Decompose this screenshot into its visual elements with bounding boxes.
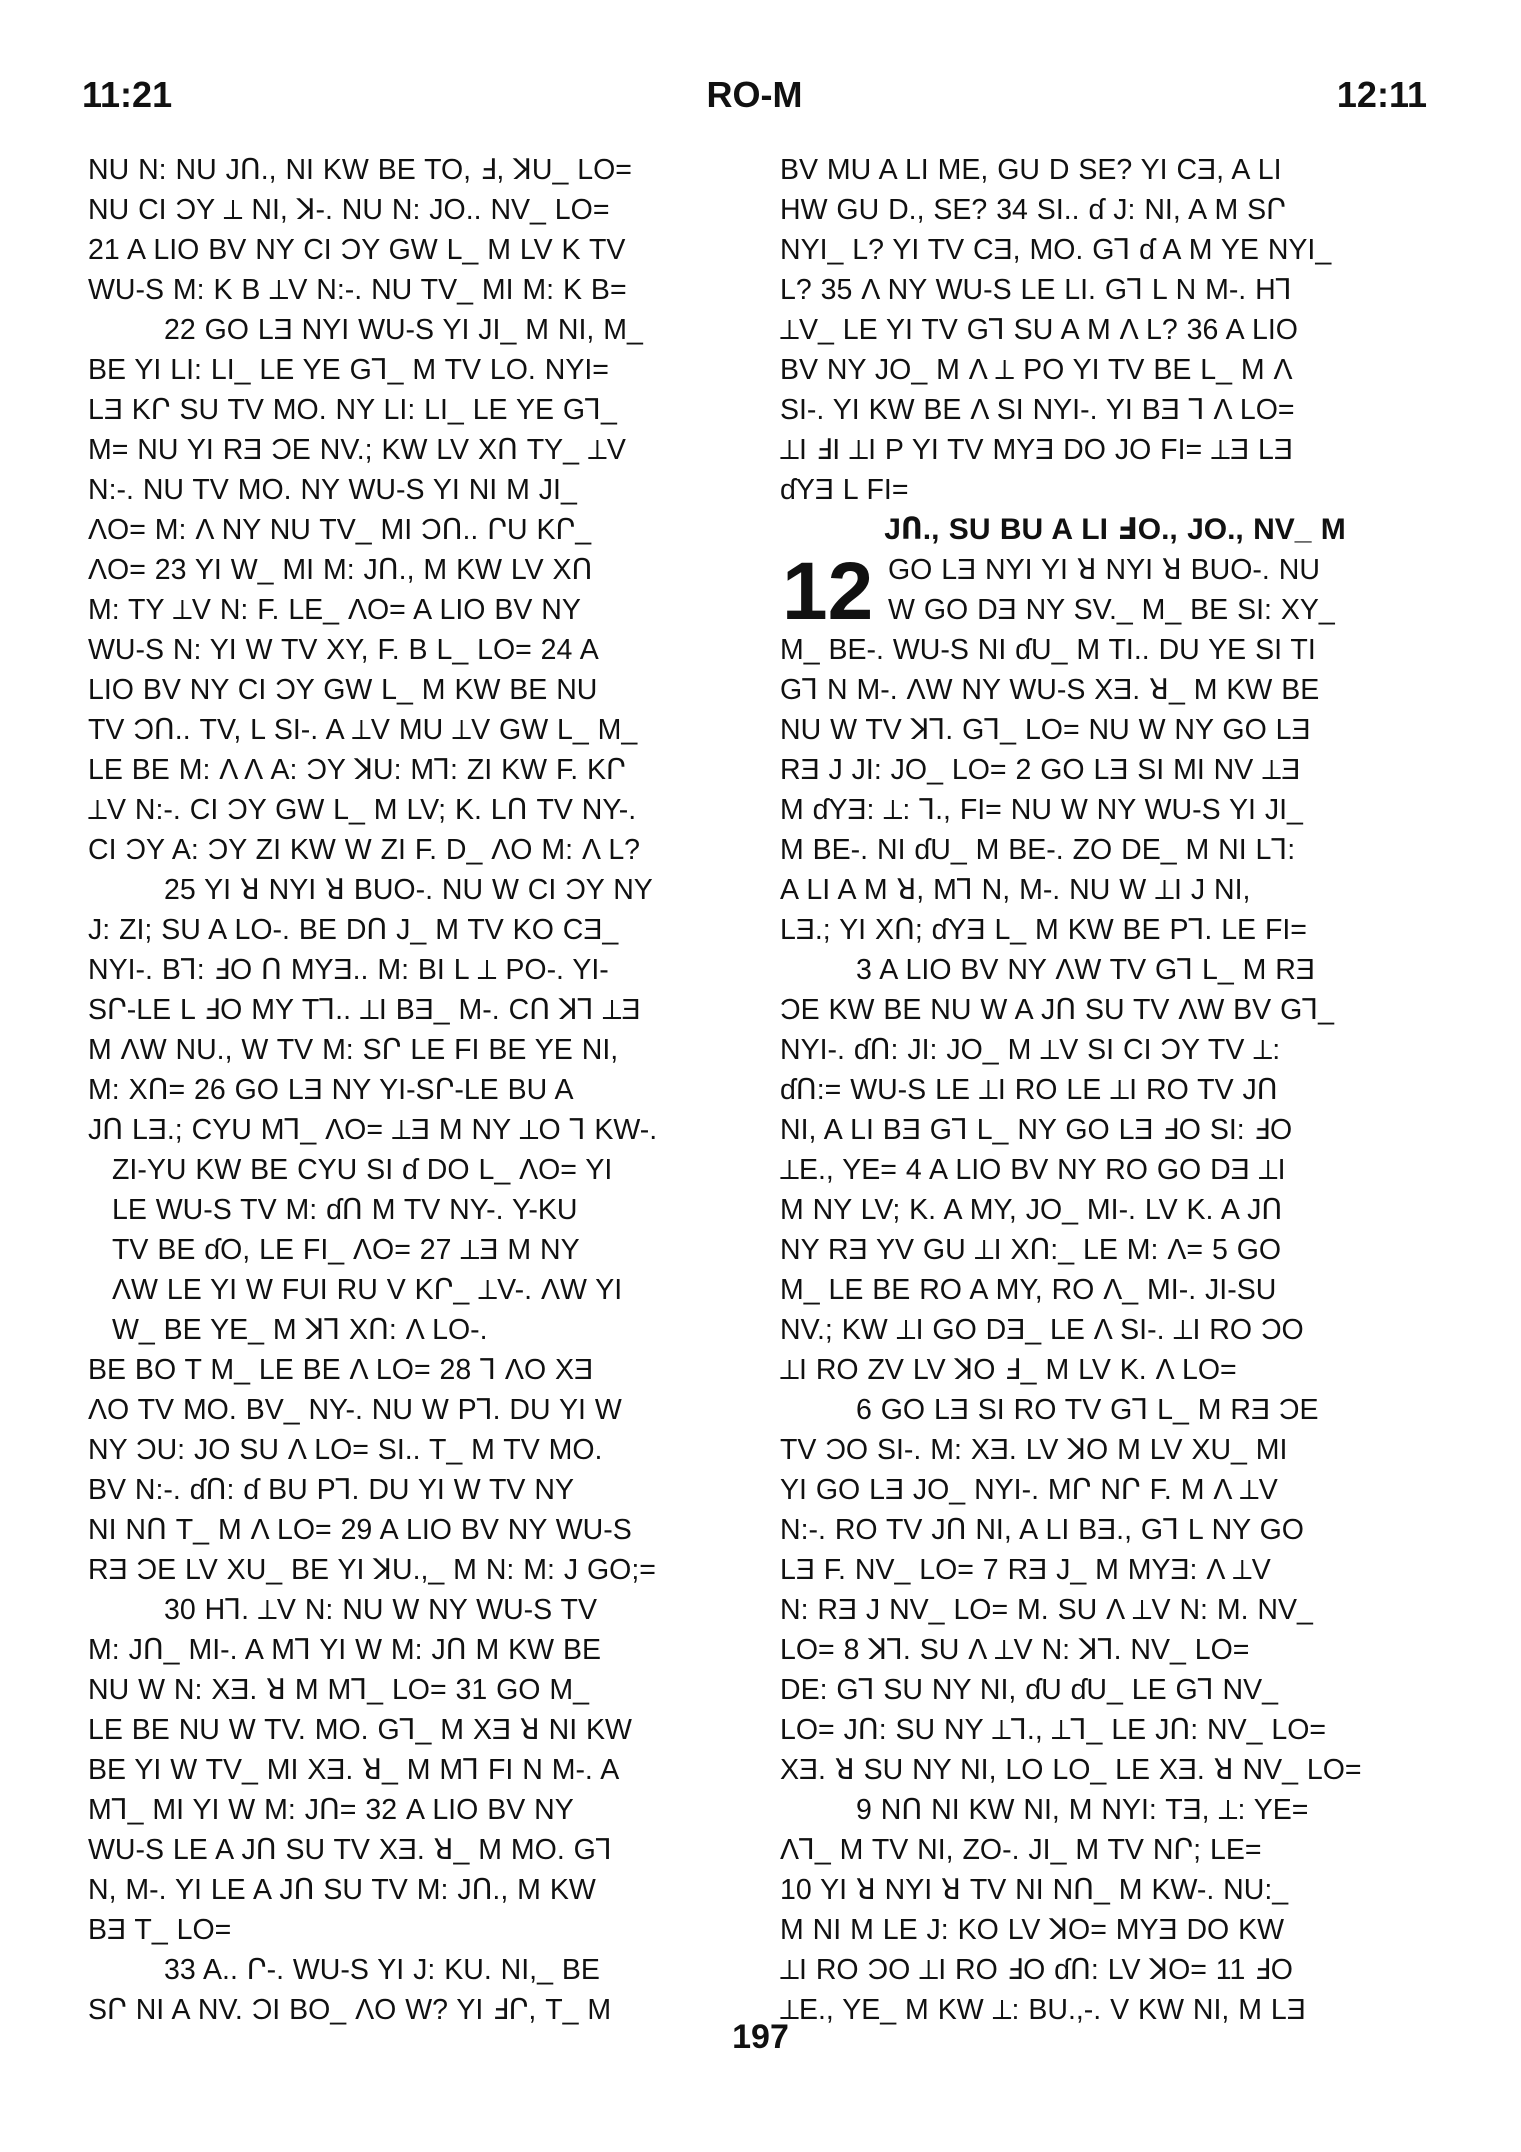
text-line: LO= JՈ: SU NY ⟂⅂., ⟂⅂_ LE JՈ: NV_ LO= bbox=[780, 1714, 1327, 1746]
text-line: 25 YI ꓤ NYI ꓤ BUO-. NU W CI ƆY NY bbox=[164, 874, 653, 906]
text-line: NU N: NU JՈ., NI KW BE TO, Ⅎ, ꓘU_ LO= bbox=[88, 154, 632, 186]
text-line: NYI-. ɗՈ: JI: JO_ M ⟂V SI CI ƆY TV ⟂: bbox=[780, 1034, 1281, 1066]
text-line: ɗYƎ L FI= bbox=[780, 474, 909, 506]
text-line: WU-S M: K B ⟂V N:-. NU TV_ MI M: K B= bbox=[88, 274, 627, 306]
text-line: 22 GO LƎ NYI WU-S YI JI_ M NI, M_ bbox=[164, 314, 643, 346]
text-line: ΛW LE YI W FUI RU V KՐ_ ⟂V-. ΛW YI bbox=[112, 1274, 623, 1306]
text-line: ⟂E., YE_ M KW ⟂: BU.,-. V KW NI, M LƎ bbox=[780, 1994, 1306, 2026]
text-line: SՐ-LE L ℲO MY T⅂.. ⟂I BƎ_ M-. CՈ ꓘ⅂ ⟂Ǝ bbox=[88, 994, 641, 1026]
text-line: 33 A.. Ր-. WU-S YI J: KU. NI,_ BE bbox=[164, 1954, 600, 1986]
text-line: CI ƆY A: ƆY ZI KW W ZI F. D_ ΛO M: Λ L? bbox=[88, 834, 641, 866]
text-line: LE BE NU W TV. MO. G⅂_ M XƎ ꓤ NI KW bbox=[88, 1714, 632, 1746]
text-line: NU W N: XƎ. ꓤ M M⅂_ LO= 31 GO M_ bbox=[88, 1674, 589, 1706]
text-line: M: TY ⟂V N: F. LE_ ΛO= A LIO BV NY bbox=[88, 594, 581, 626]
text-line: XƎ. ꓤ SU NY NI, LO LO_ LE XƎ. ꓤ NV_ LO= bbox=[780, 1754, 1362, 1786]
text-line: M ɗYƎ: ⟂: ⅂., FI= NU W NY WU-S YI JI_ bbox=[780, 794, 1303, 826]
text-line: 10 YI ꓤ NYI ꓤ TV NI NՈ_ M KW-. NU:_ bbox=[780, 1874, 1289, 1906]
text-line: M= NU YI RƎ ƆE NV.; KW LV XՈ TY_ ⟂V bbox=[88, 434, 626, 466]
text-line: M ΛW NU., W TV M: SՐ LE FI BE YE NI, bbox=[88, 1034, 619, 1066]
text-line: DE: G⅂ SU NY NI, ɗU ɗU_ LE G⅂ NV_ bbox=[780, 1674, 1278, 1706]
text-line: 9 NՈ NI KW NI, M NYI: TƎ, ⟂: YE= bbox=[856, 1794, 1309, 1826]
text-line: N:-. NU TV MO. NY WU-S YI NI M JI_ bbox=[88, 474, 577, 506]
text-line: BV N:-. ɗՈ: ɗ BU P⅂. DU YI W TV NY bbox=[88, 1474, 574, 1506]
text-line: M⅂_ MI YI W M: JՈ= 32 A LIO BV NY bbox=[88, 1794, 574, 1826]
text-line: TV ƆO SI-. M: XƎ. LV ꓘO M LV XU_ MI bbox=[780, 1434, 1288, 1466]
chapter-opening bbox=[780, 546, 1450, 637]
text-line: G⅂ N M-. ΛW NY WU-S XƎ. ꓤ_ M KW BE bbox=[780, 674, 1320, 706]
text-line: M NY LV; K. A MY, JO_ MI-. LV K. A JՈ bbox=[780, 1194, 1283, 1226]
text-line: WU-S LE A JՈ SU TV XƎ. ꓤ_ M MO. G⅂ bbox=[88, 1834, 612, 1866]
text-line: TV BE ɗO, LE FI_ ΛO= 27 ⟂Ǝ M NY bbox=[112, 1234, 580, 1266]
right-column-top-text bbox=[780, 150, 1450, 510]
text-line: RƎ ƆE LV XU_ BE YI ꓘU.,_ M N: M: J GO;= bbox=[88, 1554, 656, 1586]
text-line: Λ⅂_ M TV NI, ZO-. JI_ M TV NՐ; LE= bbox=[780, 1834, 1262, 1866]
text-line: LIO BV NY CI ƆY GW L_ M KW BE NU bbox=[88, 674, 598, 706]
text-line: 6 GO LƎ SI RO TV G⅂ L_ M RƎ ƆE bbox=[856, 1394, 1319, 1426]
text-line: ⟂V N:-. CI ƆY GW L_ M LV; K. LՈ TV NY-. bbox=[88, 794, 637, 826]
text-line: LƎ KՐ SU TV MO. NY LI: LI_ LE YE G⅂_ bbox=[88, 394, 617, 426]
text-line: M: XՈ= 26 GO LƎ NY YI-SՐ-LE BU A bbox=[88, 1074, 574, 1106]
text-line: M NI M LE J: KO LV ꓘO= MYƎ DO KW bbox=[780, 1914, 1285, 1946]
text-line: N:-. RO TV JՈ NI, A LI BƎ., G⅂ L NY GO bbox=[780, 1514, 1304, 1546]
text-line: N, M-. YI LE A JՈ SU TV M: JՈ., M KW bbox=[88, 1874, 596, 1906]
text-line: 3 A LIO BV NY ΛW TV G⅂ L_ M RƎ bbox=[856, 954, 1315, 986]
text-line: SՐ NI A NV. ƆI BO_ ΛO W? YI ℲՐ, T_ M bbox=[88, 1994, 612, 2026]
text-line: ⟂V_ LE YI TV G⅂ SU A M Λ L? 36 A LIO bbox=[780, 314, 1298, 346]
text-line: M: JՈ_ MI-. A M⅂ YI W M: JՈ M KW BE bbox=[88, 1634, 602, 1666]
text-line: ZI-YU KW BE CYU SI ɗ DO L_ ΛO= YI bbox=[112, 1154, 613, 1186]
text-line: LE BE M: Λ Λ A: ƆY ꓘU: M⅂: ZI KW F. KՐ bbox=[88, 754, 626, 786]
text-line: ɗՈ:= WU-S LE ⟂I RO LE ⟂I RO TV JՈ bbox=[780, 1074, 1278, 1106]
section-heading: JՈ., SU BU A LI ℲO., JO., NV_ M bbox=[884, 513, 1346, 546]
text-line: BE YI W TV_ MI XƎ. ꓤ_ M M⅂ FI N M-. A bbox=[88, 1754, 620, 1786]
text-line: BE BO T M_ LE BE Λ LO= 28 ⅂ ΛO XƎ bbox=[88, 1354, 594, 1386]
text-line: ⟂E., YE= 4 A LIO BV NY RO GO DƎ ⟂I bbox=[780, 1154, 1286, 1186]
text-line: M_ BE-. WU-S NI ɗU_ M TI.. DU YE SI TI bbox=[780, 634, 1316, 666]
text-line: NYI-. B⅂: ℲO Ո MYƎ.. M: BI L ⟂ PO-. YI- bbox=[88, 954, 609, 986]
text-line: NI, A LI BƎ G⅂ L_ NY GO LƎ ℲO SI: ℲO bbox=[780, 1114, 1293, 1146]
text-line: GO LƎ NYI YI ꓤ NYI ꓤ BUO-. NU bbox=[888, 554, 1320, 586]
text-line: LƎ.; YI XՈ; ɗYƎ L_ M KW BE P⅂. LE FI= bbox=[780, 914, 1307, 946]
text-line: SI-. YI KW BE Λ SI NYI-. YI BƎ ⅂ Λ LO= bbox=[780, 394, 1295, 426]
text-line: BƎ T_ LO= bbox=[88, 1914, 232, 1946]
text-line: NY ƆU: JO SU Λ LO= SI.. T_ M TV MO. bbox=[88, 1434, 603, 1466]
right-text-column bbox=[780, 150, 1450, 2030]
text-line: N: RƎ J NV_ LO= M. SU Λ ⟂V N: M. NV_ bbox=[780, 1594, 1313, 1626]
right-column-body-text bbox=[780, 630, 1450, 2030]
text-line: ƆE KW BE NU W A JՈ SU TV ΛW BV G⅂_ bbox=[780, 994, 1335, 1026]
text-line: ⟂I RO ZV LV ꓘO Ⅎ_ M LV K. Λ LO= bbox=[780, 1354, 1237, 1386]
text-line: ΛO TV MO. BV_ NY-. NU W P⅂. DU YI W bbox=[88, 1394, 622, 1426]
text-line: LƎ F. NV_ LO= 7 RƎ J_ M MYƎ: Λ ⟂V bbox=[780, 1554, 1271, 1586]
text-line: TV ƆՈ.. TV, L SI-. A ⟂V MU ⟂V GW L_ M_ bbox=[88, 714, 638, 746]
text-line: RƎ J JI: JO_ LO= 2 GO LƎ SI MI NV ⟂Ǝ bbox=[780, 754, 1301, 786]
text-line: LE WU-S TV M: ɗՈ M TV NY-. Y-KU bbox=[112, 1194, 578, 1226]
text-line: 30 H⅂. ⟂V N: NU W NY WU-S TV bbox=[164, 1594, 597, 1626]
text-line: W_ BE YE_ M ꓘ⅂ XՈ: Λ LO-. bbox=[112, 1314, 488, 1346]
text-line: W GO DƎ NY SV._ M_ BE SI: XY_ bbox=[888, 594, 1335, 626]
text-line: BV NY JO_ M Λ ⟂ PO YI TV BE L_ M Λ bbox=[780, 354, 1293, 386]
header-right-reference: 12:11 bbox=[1336, 74, 1427, 115]
text-line: J: ZI; SU A LO-. BE DՈ J_ M TV KO CƎ_ bbox=[88, 914, 619, 946]
text-line: ⟂I ℲI ⟂I P YI TV MYƎ DO JO FI= ⟂Ǝ LƎ bbox=[780, 434, 1293, 466]
text-line: JՈ LƎ.; CYU M⅂_ ΛO= ⟂Ǝ M NY ⟂O ⅂ KW-. bbox=[88, 1114, 658, 1146]
text-line: NU W TV ꓘ⅂. G⅂_ LO= NU W NY GO LƎ bbox=[780, 714, 1311, 746]
text-line: A LI A M ꓤ, M⅂ N, M-. NU W ⟂I J NI, bbox=[780, 874, 1251, 906]
text-line: M_ LE BE RO A MY, RO Λ_ MI-. JI-SU bbox=[780, 1274, 1277, 1306]
text-line: NYI_ L? YI TV CƎ, MO. G⅂ ɗ A M YE NYI_ bbox=[780, 234, 1332, 266]
header-book-title: RO-M bbox=[706, 74, 803, 115]
running-header bbox=[82, 74, 1427, 124]
text-line: L? 35 Λ NY WU-S LE LI. G⅂ L N M-. H⅂ bbox=[780, 274, 1292, 306]
text-line: NY RƎ YV GU ⟂I XՈ:_ LE M: Λ= 5 GO bbox=[780, 1234, 1282, 1266]
text-line: YI GO LƎ JO_ NYI-. MՐ NՐ F. M Λ ⟂V bbox=[780, 1474, 1278, 1506]
chapter-number: 12 bbox=[782, 546, 874, 637]
text-line: BV MU A LI ME, GU D SE? YI CƎ, A LI bbox=[780, 154, 1282, 186]
text-line: BE YI LI: LI_ LE YE G⅂_ M TV LO. NYI= bbox=[88, 354, 609, 386]
text-line: ΛO= 23 YI W_ MI M: JՈ., M KW LV XՈ bbox=[88, 554, 593, 586]
text-line: ⟂I RO ƆO ⟂I RO ℲO ɗՈ: LV ꓘO= 11 ℲO bbox=[780, 1954, 1293, 1986]
left-text-column bbox=[88, 150, 758, 2030]
text-line: ΛO= M: Λ NY NU TV_ MI ƆՈ.. ՐU KՐ_ bbox=[88, 514, 592, 546]
text-line: NI NՈ T_ M Λ LO= 29 A LIO BV NY WU-S bbox=[88, 1514, 632, 1546]
text-line: NU CI ƆY ⟂ NI, ꓘ-. NU N: JO.. NV_ LO= bbox=[88, 194, 610, 226]
text-line: 21 A LIO BV NY CI ƆY GW L_ M LV K TV bbox=[88, 234, 626, 266]
text-line: WU-S N: YI W TV XY, F. B L_ LO= 24 A bbox=[88, 634, 599, 666]
header-left-reference: 11:21 bbox=[82, 74, 173, 115]
text-line: NV.; KW ⟂I GO DƎ_ LE Λ SI-. ⟂I RO ƆO bbox=[780, 1314, 1304, 1346]
text-line: HW GU D., SE? 34 SI.. ɗ J: NI, A M SՐ bbox=[780, 194, 1286, 226]
text-line: LO= 8 ꓘ⅂. SU Λ ⟂V N: ꓘ⅂. NV_ LO= bbox=[780, 1634, 1250, 1666]
text-line: M BE-. NI ɗU_ M BE-. ZO DE_ M NI L⅂: bbox=[780, 834, 1296, 866]
page-number: 197 bbox=[732, 2018, 789, 2056]
